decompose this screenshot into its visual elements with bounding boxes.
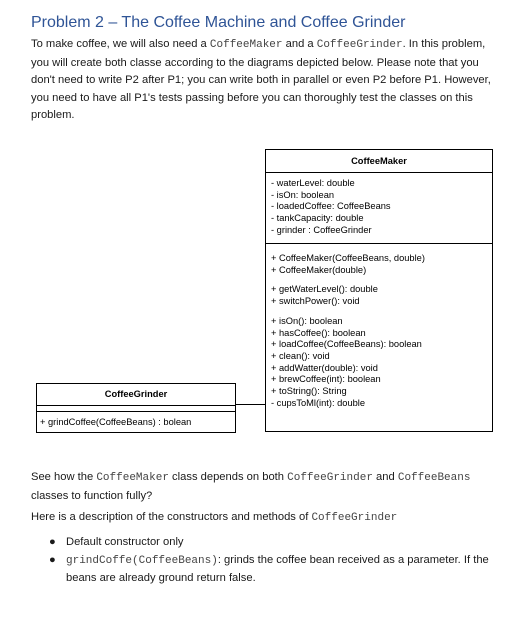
intro-code-coffeemaker: CoffeeMaker	[209, 39, 283, 51]
coffeemaker-class-diagram	[265, 149, 493, 432]
description-bullet-list	[31, 534, 501, 588]
depends-text-3: and	[372, 471, 398, 483]
method-item: - cupsToMl(int): double	[271, 397, 366, 408]
depends-code-coffeebeans: CoffeeBeans	[397, 472, 471, 484]
depends-text-2: class depends on both	[168, 471, 288, 483]
method-item: + toString(): String	[271, 386, 347, 397]
field-item: - grinder : CoffeeGrinder	[271, 224, 372, 235]
method-item: + brewCoffee(int): boolean	[271, 374, 381, 385]
depends-code-coffeegrinder: CoffeeGrinder	[287, 472, 373, 484]
intro-text-3: . In this problem, you will create both classe according to the diagrams depicted below. Please note that you don't need to write P2 after P1; you can write both in parallel or even P2 before P1. However, you need to have all P1's tests passing before you can thoroughly test the classes on this problem.	[31, 38, 491, 121]
list-item	[31, 534, 501, 552]
coffeegrinder-methods	[37, 412, 235, 434]
field-item: - tankCapacity: double	[271, 213, 364, 224]
bullet-code-grindcoffe: grindCoffe(CoffeeBeans)	[66, 554, 218, 567]
coffeemaker-fields	[266, 173, 492, 244]
bullet-icon: ●	[49, 553, 56, 566]
intro-text-1: To make coffee, we will also need a	[31, 38, 210, 50]
field-item: - loadedCoffee: CoffeeBeans	[271, 201, 391, 212]
method-item: + isOn(): boolean	[271, 315, 343, 326]
coffeegrinder-class-title: CoffeeGrinder	[37, 384, 235, 406]
method-item: + CoffeeMaker(double)	[271, 264, 367, 275]
method-item: + clean(): void	[271, 350, 330, 361]
coffeemaker-methods	[266, 244, 492, 412]
bullet-text: Default constructor only	[66, 536, 184, 548]
field-item: - waterLevel: double	[271, 178, 355, 188]
intro-code-coffeegrinder: CoffeeGrinder	[316, 39, 403, 51]
coffeegrinder-class-diagram	[36, 383, 236, 433]
depends-text-4: classes to function fully?	[31, 489, 153, 502]
coffeemaker-class-title: CoffeeMaker	[266, 150, 492, 173]
intro-paragraph	[31, 36, 501, 125]
method-item: + grindCoffee(CoffeeBeans) : bolean	[40, 417, 192, 427]
method-item: + hasCoffee(): boolean	[271, 327, 366, 338]
depends-paragraph	[31, 469, 501, 505]
bullet-icon: ●	[49, 536, 56, 548]
describe-paragraph	[31, 509, 501, 528]
list-item	[31, 552, 501, 588]
describe-text: Here is a description of the constructors and methods of	[31, 511, 312, 523]
bullet-text: : grinds the coffee bean received as a parameter. If the beans are already ground return false.	[66, 553, 489, 584]
association-line	[236, 404, 265, 405]
intro-text-2: and a	[282, 38, 317, 50]
describe-code-coffeegrinder: CoffeeGrinder	[311, 512, 398, 524]
method-item: + getWaterLevel(): double	[271, 284, 378, 295]
method-item: + CoffeeMaker(CoffeeBeans, double)	[271, 253, 425, 263]
depends-text-1: See how the	[31, 471, 97, 483]
depends-code-coffeemaker: CoffeeMaker	[96, 472, 169, 484]
method-item: + switchPower(): void	[271, 296, 360, 307]
method-item: + loadCoffee(CoffeeBeans): boolean	[271, 339, 422, 350]
field-item: - isOn: boolean	[271, 189, 335, 200]
method-item: + addWatter(double): void	[271, 362, 378, 373]
problem-heading: Problem 2 – The Coffee Machine and Coffee Grinder	[31, 14, 406, 31]
